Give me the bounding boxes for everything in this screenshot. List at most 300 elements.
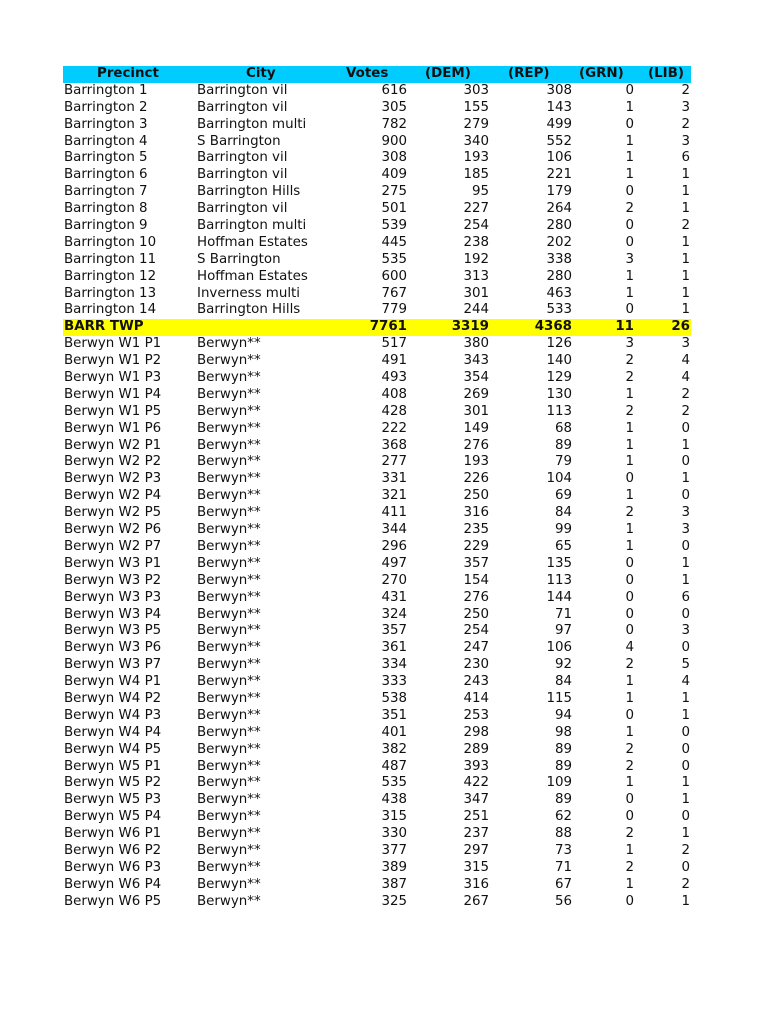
cell-lib: 2 [681, 82, 690, 98]
cell-rep: 533 [546, 302, 572, 318]
cell-lib: 1 [681, 184, 690, 200]
header-rep: (REP) [508, 66, 550, 81]
cell-dem: 269 [463, 386, 489, 402]
cell-dem: 357 [463, 555, 489, 571]
cell-precinct: Berwyn W5 P2 [64, 775, 162, 791]
cell-precinct: Berwyn W1 P6 [64, 420, 162, 436]
cell-lib: 4 [681, 353, 690, 369]
cell-dem: 276 [463, 589, 489, 605]
cell-lib: 1 [681, 826, 690, 842]
cell-dem: 244 [463, 302, 489, 318]
cell-city: Barrington multi [197, 218, 307, 234]
header-votes: Votes [346, 66, 389, 81]
cell-votes: 616 [381, 82, 407, 98]
cell-lib: 0 [681, 859, 690, 875]
cell-precinct: Berwyn W3 P6 [64, 640, 162, 656]
table-row [63, 336, 691, 353]
cell-rep: 71 [554, 606, 572, 622]
table-row [63, 674, 691, 691]
cell-dem: 154 [463, 572, 489, 588]
cell-dem: 247 [463, 640, 489, 656]
cell-dem: 315 [463, 859, 489, 875]
cell-grn: 0 [625, 218, 634, 234]
cell-lib: 0 [681, 454, 690, 470]
cell-rep: 280 [546, 268, 572, 284]
cell-dem: 254 [463, 623, 489, 639]
cell-dem: 185 [463, 167, 489, 183]
cell-precinct: Berwyn W3 P3 [64, 589, 162, 605]
cell-votes: 334 [381, 657, 407, 673]
cell-votes: 438 [381, 792, 407, 808]
table-row [63, 438, 691, 455]
table-row [63, 691, 691, 708]
cell-city: Berwyn** [197, 522, 261, 538]
cell-grn: 1 [625, 285, 634, 301]
cell-precinct: BARR TWP [64, 319, 144, 335]
table-row [63, 607, 691, 624]
cell-lib: 1 [681, 792, 690, 808]
cell-precinct: Barrington 3 [64, 116, 148, 132]
cell-precinct: Berwyn W2 P3 [64, 471, 162, 487]
table-row [63, 775, 691, 792]
cell-precinct: Berwyn W1 P2 [64, 353, 162, 369]
cell-city: S Barrington [197, 251, 281, 267]
cell-grn: 0 [625, 623, 634, 639]
cell-city: Barrington vil [197, 201, 288, 217]
cell-city: Berwyn** [197, 741, 261, 757]
cell-precinct: Berwyn W4 P1 [64, 674, 162, 690]
cell-votes: 497 [381, 555, 407, 571]
cell-precinct: Barrington 11 [64, 251, 157, 267]
cell-dem: 340 [463, 133, 489, 149]
table-row [63, 218, 691, 235]
cell-votes: 445 [381, 234, 407, 250]
cell-rep: 68 [554, 420, 572, 436]
cell-lib: 1 [681, 707, 690, 723]
cell-votes: 501 [381, 201, 407, 217]
cell-grn: 2 [625, 403, 634, 419]
cell-votes: 535 [381, 775, 407, 791]
cell-votes: 7761 [369, 319, 407, 335]
cell-lib: 3 [681, 505, 690, 521]
cell-lib: 2 [681, 116, 690, 132]
cell-lib: 2 [681, 876, 690, 892]
cell-rep: 135 [546, 555, 572, 571]
cell-grn: 1 [625, 538, 634, 554]
cell-votes: 408 [381, 386, 407, 402]
cell-city: Berwyn** [197, 555, 261, 571]
cell-lib: 0 [681, 606, 690, 622]
cell-grn: 1 [625, 724, 634, 740]
cell-votes: 491 [381, 353, 407, 369]
cell-precinct: Barrington 5 [64, 150, 148, 166]
cell-dem: 243 [463, 674, 489, 690]
cell-city: Berwyn** [197, 707, 261, 723]
cell-city: Berwyn** [197, 640, 261, 656]
table-row [63, 640, 691, 657]
cell-rep: 144 [546, 589, 572, 605]
table-row [63, 100, 691, 117]
table-row [63, 505, 691, 522]
cell-votes: 487 [381, 758, 407, 774]
cell-lib: 4 [681, 370, 690, 386]
cell-grn: 1 [625, 454, 634, 470]
cell-rep: 69 [554, 488, 572, 504]
cell-grn: 1 [625, 775, 634, 791]
cell-rep: 221 [546, 167, 572, 183]
cell-city: Berwyn** [197, 826, 261, 842]
cell-lib: 1 [681, 471, 690, 487]
cell-dem: 226 [463, 471, 489, 487]
cell-dem: 301 [463, 285, 489, 301]
cell-precinct: Berwyn W2 P5 [64, 505, 162, 521]
cell-precinct: Barrington 12 [64, 268, 157, 284]
cell-precinct: Berwyn W2 P2 [64, 454, 162, 470]
cell-votes: 767 [381, 285, 407, 301]
cell-lib: 0 [681, 488, 690, 504]
cell-precinct: Berwyn W1 P5 [64, 403, 162, 419]
cell-votes: 538 [381, 690, 407, 706]
cell-precinct: Berwyn W1 P3 [64, 370, 162, 386]
cell-dem: 227 [463, 201, 489, 217]
cell-grn: 0 [625, 82, 634, 98]
cell-precinct: Berwyn W1 P4 [64, 386, 162, 402]
cell-city: Berwyn** [197, 657, 261, 673]
table-row [63, 370, 691, 387]
table-row [63, 471, 691, 488]
table-row [63, 809, 691, 826]
cell-grn: 2 [625, 370, 634, 386]
header-city: City [246, 66, 276, 81]
cell-lib: 1 [681, 555, 690, 571]
cell-dem: 276 [463, 437, 489, 453]
cell-precinct: Berwyn W6 P1 [64, 826, 162, 842]
cell-precinct: Berwyn W1 P1 [64, 336, 162, 352]
header-precinct: Precinct [97, 66, 159, 81]
cell-precinct: Berwyn W2 P7 [64, 538, 162, 554]
cell-city: Barrington multi [197, 116, 307, 132]
cell-lib: 1 [681, 167, 690, 183]
cell-precinct: Barrington 4 [64, 133, 148, 149]
cell-lib: 0 [681, 640, 690, 656]
cell-votes: 779 [381, 302, 407, 318]
cell-precinct: Berwyn W3 P7 [64, 657, 162, 673]
cell-grn: 3 [625, 336, 634, 352]
table-row [63, 573, 691, 590]
cell-dem: 393 [463, 758, 489, 774]
cell-rep: 97 [554, 623, 572, 639]
cell-precinct: Barrington 6 [64, 167, 148, 183]
cell-city: Berwyn** [197, 538, 261, 554]
table-row [63, 826, 691, 843]
cell-rep: 89 [554, 741, 572, 757]
cell-votes: 344 [381, 522, 407, 538]
cell-precinct: Berwyn W5 P1 [64, 758, 162, 774]
cell-lib: 3 [681, 623, 690, 639]
cell-grn: 1 [625, 167, 634, 183]
cell-votes: 401 [381, 724, 407, 740]
table-row [63, 708, 691, 725]
cell-grn: 0 [625, 589, 634, 605]
cell-dem: 380 [463, 336, 489, 352]
cell-city: Inverness multi [197, 285, 301, 301]
cell-city: Berwyn** [197, 623, 261, 639]
cell-grn: 0 [625, 606, 634, 622]
cell-dem: 267 [463, 893, 489, 909]
cell-votes: 387 [381, 876, 407, 892]
table-row [63, 252, 691, 269]
cell-grn: 0 [625, 893, 634, 909]
cell-votes: 315 [381, 809, 407, 825]
cell-rep: 62 [554, 809, 572, 825]
cell-lib: 0 [681, 809, 690, 825]
cell-city: Berwyn** [197, 775, 261, 791]
cell-votes: 428 [381, 403, 407, 419]
cell-dem: 298 [463, 724, 489, 740]
cell-dem: 192 [463, 251, 489, 267]
cell-rep: 4368 [534, 319, 572, 335]
cell-votes: 321 [381, 488, 407, 504]
cell-votes: 535 [381, 251, 407, 267]
cell-city: Berwyn** [197, 437, 261, 453]
table-row [63, 235, 691, 252]
cell-dem: 237 [463, 826, 489, 842]
cell-lib: 1 [681, 268, 690, 284]
cell-dem: 414 [463, 690, 489, 706]
cell-precinct: Berwyn W3 P4 [64, 606, 162, 622]
cell-rep: 79 [554, 454, 572, 470]
cell-precinct: Barrington 9 [64, 218, 148, 234]
cell-rep: 463 [546, 285, 572, 301]
cell-rep: 71 [554, 859, 572, 875]
cell-votes: 389 [381, 859, 407, 875]
cell-grn: 0 [625, 792, 634, 808]
cell-grn: 2 [625, 758, 634, 774]
cell-grn: 1 [625, 690, 634, 706]
cell-lib: 26 [671, 319, 690, 335]
cell-votes: 493 [381, 370, 407, 386]
cell-lib: 1 [681, 285, 690, 301]
cell-grn: 1 [625, 268, 634, 284]
table-row [63, 404, 691, 421]
cell-dem: 251 [463, 809, 489, 825]
cell-dem: 229 [463, 538, 489, 554]
cell-lib: 4 [681, 674, 690, 690]
cell-precinct: Barrington 14 [64, 302, 157, 318]
cell-city: Barrington vil [197, 150, 288, 166]
cell-dem: 155 [463, 99, 489, 115]
cell-city: Berwyn** [197, 471, 261, 487]
cell-lib: 6 [681, 150, 690, 166]
table-row [63, 184, 691, 201]
cell-rep: 88 [554, 826, 572, 842]
cell-grn: 1 [625, 522, 634, 538]
cell-city: Berwyn** [197, 876, 261, 892]
cell-city: S Barrington [197, 133, 281, 149]
table-body [63, 83, 691, 911]
cell-dem: 193 [463, 454, 489, 470]
cell-city: Berwyn** [197, 842, 261, 858]
cell-votes: 600 [381, 268, 407, 284]
cell-votes: 377 [381, 842, 407, 858]
cell-votes: 296 [381, 538, 407, 554]
cell-grn: 2 [625, 505, 634, 521]
header-lib: (LIB) [648, 66, 684, 81]
cell-precinct: Berwyn W2 P6 [64, 522, 162, 538]
cell-rep: 104 [546, 471, 572, 487]
cell-rep: 338 [546, 251, 572, 267]
cell-grn: 2 [625, 657, 634, 673]
cell-rep: 84 [554, 674, 572, 690]
table-row [63, 269, 691, 286]
cell-grn: 2 [625, 353, 634, 369]
table-row [63, 134, 691, 151]
cell-grn: 2 [625, 741, 634, 757]
header-dem: (DEM) [425, 66, 471, 81]
cell-city: Berwyn** [197, 724, 261, 740]
cell-dem: 316 [463, 505, 489, 521]
cell-lib: 2 [681, 842, 690, 858]
cell-city: Hoffman Estates [197, 234, 308, 250]
cell-city: Berwyn** [197, 353, 261, 369]
cell-city: Barrington Hills [197, 302, 301, 318]
results-table [63, 66, 691, 911]
cell-rep: 106 [546, 150, 572, 166]
table-row [63, 302, 691, 319]
cell-lib: 2 [681, 218, 690, 234]
table-row [63, 387, 691, 404]
table-row [63, 488, 691, 505]
cell-rep: 140 [546, 353, 572, 369]
cell-precinct: Berwyn W6 P2 [64, 842, 162, 858]
cell-votes: 357 [381, 623, 407, 639]
cell-grn: 0 [625, 572, 634, 588]
cell-grn: 0 [625, 302, 634, 318]
cell-lib: 3 [681, 133, 690, 149]
cell-lib: 1 [681, 437, 690, 453]
cell-precinct: Barrington 2 [64, 99, 148, 115]
table-row [63, 742, 691, 759]
cell-grn: 0 [625, 809, 634, 825]
cell-votes: 351 [381, 707, 407, 723]
cell-city: Berwyn** [197, 809, 261, 825]
cell-votes: 325 [381, 893, 407, 909]
cell-rep: 56 [554, 893, 572, 909]
cell-dem: 301 [463, 403, 489, 419]
cell-votes: 305 [381, 99, 407, 115]
cell-grn: 1 [625, 876, 634, 892]
cell-grn: 1 [625, 420, 634, 436]
cell-rep: 89 [554, 792, 572, 808]
table-row [63, 201, 691, 218]
cell-votes: 330 [381, 826, 407, 842]
cell-dem: 230 [463, 657, 489, 673]
cell-grn: 1 [625, 133, 634, 149]
cell-lib: 0 [681, 758, 690, 774]
table-row [63, 877, 691, 894]
cell-lib: 1 [681, 893, 690, 909]
cell-grn: 1 [625, 386, 634, 402]
table-row [63, 454, 691, 471]
table-row [63, 286, 691, 303]
cell-grn: 4 [625, 640, 634, 656]
table-row [63, 623, 691, 640]
cell-grn: 11 [615, 319, 634, 335]
subtotal-row [63, 319, 691, 336]
cell-lib: 0 [681, 538, 690, 554]
cell-grn: 0 [625, 116, 634, 132]
cell-dem: 3319 [451, 319, 489, 335]
cell-grn: 1 [625, 437, 634, 453]
cell-votes: 277 [381, 454, 407, 470]
cell-precinct: Berwyn W6 P4 [64, 876, 162, 892]
cell-grn: 2 [625, 826, 634, 842]
cell-city: Berwyn** [197, 859, 261, 875]
cell-city: Barrington vil [197, 82, 288, 98]
table-row [63, 759, 691, 776]
cell-grn: 1 [625, 99, 634, 115]
table-row [63, 725, 691, 742]
cell-dem: 289 [463, 741, 489, 757]
cell-dem: 235 [463, 522, 489, 538]
cell-rep: 280 [546, 218, 572, 234]
cell-lib: 3 [681, 336, 690, 352]
cell-lib: 2 [681, 403, 690, 419]
cell-precinct: Berwyn W6 P5 [64, 893, 162, 909]
cell-rep: 67 [554, 876, 572, 892]
cell-precinct: Berwyn W4 P2 [64, 690, 162, 706]
cell-lib: 0 [681, 420, 690, 436]
cell-precinct: Barrington 8 [64, 201, 148, 217]
cell-rep: 113 [546, 403, 572, 419]
cell-dem: 250 [463, 488, 489, 504]
cell-dem: 250 [463, 606, 489, 622]
cell-dem: 238 [463, 234, 489, 250]
cell-city: Berwyn** [197, 454, 261, 470]
cell-rep: 109 [546, 775, 572, 791]
cell-rep: 115 [546, 690, 572, 706]
cell-city: Berwyn** [197, 505, 261, 521]
cell-votes: 275 [381, 184, 407, 200]
cell-dem: 149 [463, 420, 489, 436]
cell-city: Barrington Hills [197, 184, 301, 200]
cell-lib: 3 [681, 522, 690, 538]
cell-votes: 411 [381, 505, 407, 521]
cell-rep: 202 [546, 234, 572, 250]
cell-dem: 316 [463, 876, 489, 892]
cell-lib: 1 [681, 302, 690, 318]
cell-votes: 900 [381, 133, 407, 149]
cell-city: Barrington vil [197, 99, 288, 115]
cell-rep: 89 [554, 437, 572, 453]
cell-rep: 84 [554, 505, 572, 521]
cell-lib: 1 [681, 572, 690, 588]
cell-precinct: Berwyn W4 P5 [64, 741, 162, 757]
table-row [63, 590, 691, 607]
cell-precinct: Barrington 10 [64, 234, 157, 250]
table-row [63, 657, 691, 674]
table-row [63, 894, 691, 911]
cell-precinct: Berwyn W4 P3 [64, 707, 162, 723]
table-row [63, 539, 691, 556]
cell-lib: 0 [681, 741, 690, 757]
cell-lib: 1 [681, 201, 690, 217]
cell-dem: 193 [463, 150, 489, 166]
cell-grn: 3 [625, 251, 634, 267]
cell-votes: 308 [381, 150, 407, 166]
cell-precinct: Barrington 13 [64, 285, 157, 301]
cell-lib: 1 [681, 775, 690, 791]
